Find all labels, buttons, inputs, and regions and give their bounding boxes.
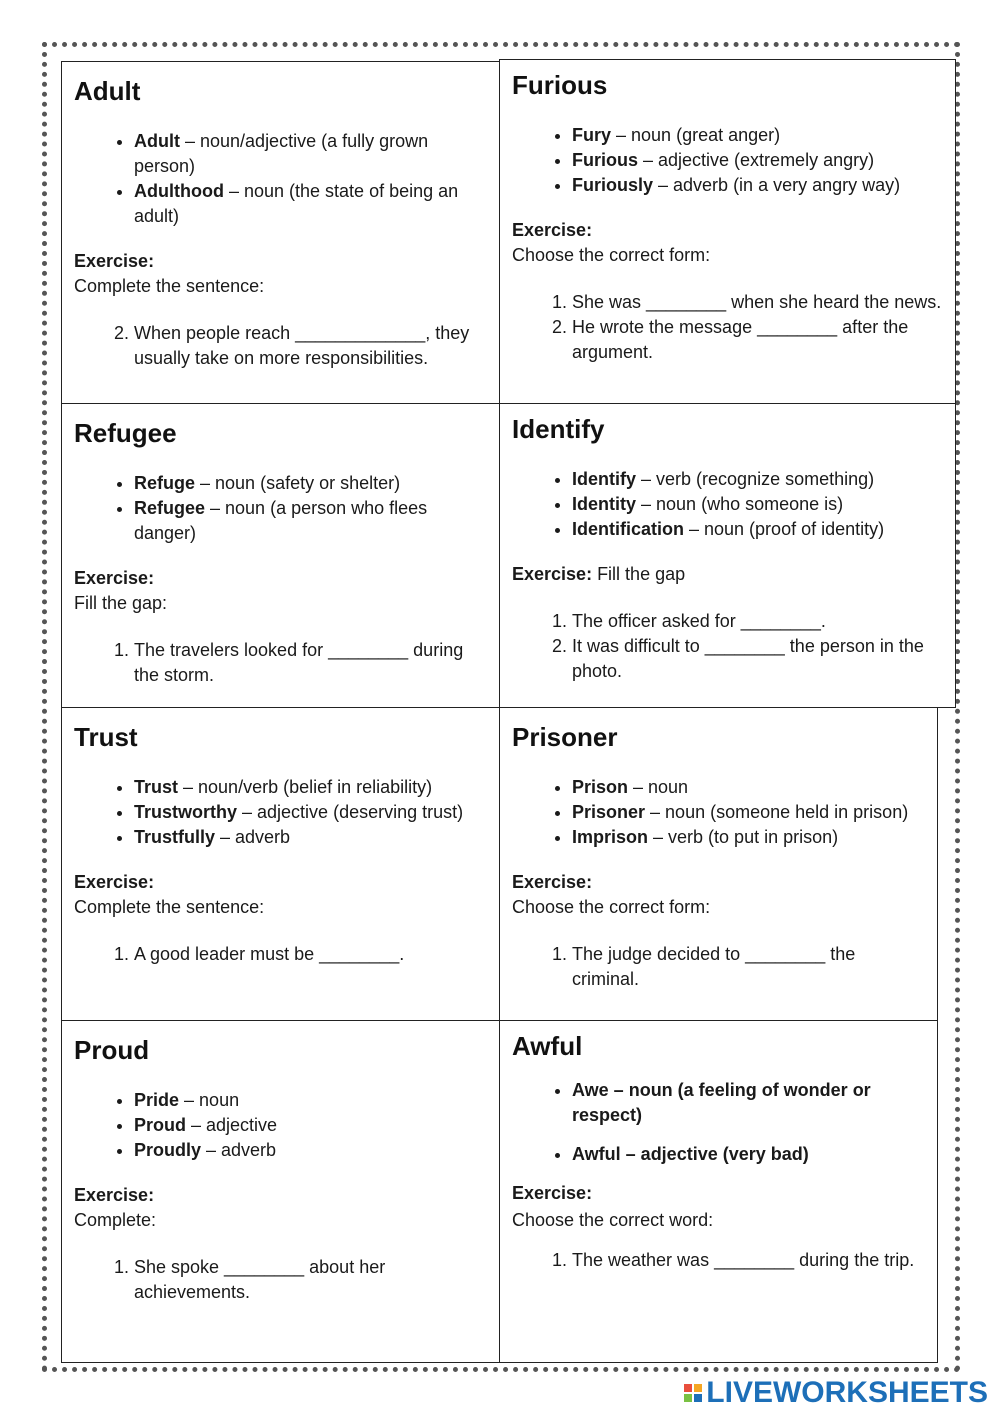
- word-forms-list: [512, 775, 925, 850]
- exercise-item: 1. The officer asked for ________.: [572, 609, 943, 634]
- word-form-term: Trustfully: [134, 827, 216, 847]
- card-refugee: [61, 403, 500, 708]
- word-form-definition: – noun (great anger): [611, 125, 781, 145]
- word-form-term: Adulthood: [134, 181, 224, 201]
- word-form-item: [572, 1078, 925, 1128]
- word-form-item: [134, 129, 487, 179]
- word-form-definition: – noun: [179, 1090, 240, 1110]
- word-form-term: Refuge: [134, 473, 196, 493]
- card-title: Trust: [74, 722, 138, 752]
- word-form-item: [134, 496, 487, 546]
- word-form-definition: – noun: [628, 777, 689, 797]
- word-form-term: Prison: [572, 777, 629, 797]
- exercise-item: 1. The travelers looked for ________ during the storm.: [134, 638, 487, 688]
- exercise-list: [74, 638, 487, 688]
- exercise-instruction: Fill the gap:: [74, 593, 168, 613]
- exercise-instruction: Choose the correct form:: [512, 897, 711, 917]
- exercise-item: 2. It was difficult to ________ the person in the photo.: [572, 634, 943, 684]
- word-form-term: Pride: [134, 1090, 180, 1110]
- word-form-term: Awe – noun (a feeling of wonder or respect): [572, 1080, 871, 1125]
- exercise-item: 1. She spoke ________ about her achievements.: [134, 1255, 487, 1305]
- word-form-term: Adult: [134, 131, 180, 151]
- word-form-definition: – adverb (in a very angry way): [653, 175, 901, 195]
- word-form-term: Identification: [572, 519, 684, 539]
- word-form-item: [572, 1142, 925, 1167]
- word-form-item: [572, 173, 943, 198]
- exercise-list: [512, 942, 925, 992]
- word-form-term: Trust: [134, 777, 179, 797]
- word-form-item: [572, 775, 925, 800]
- exercise-instruction: Complete the sentence:: [74, 897, 265, 917]
- exercise-instruction: Complete the sentence:: [74, 276, 265, 296]
- word-form-item: [134, 1088, 487, 1113]
- exercise-instruction: Choose the correct form:: [512, 245, 711, 265]
- word-form-item: [572, 825, 925, 850]
- logo-text: LIVEWORKSHEETS: [706, 1376, 988, 1409]
- word-form-item: [572, 492, 943, 517]
- word-forms-list: [74, 129, 487, 229]
- exercise-item: 2. When people reach _____________, they usually take on more responsibilities.: [134, 321, 487, 371]
- word-form-term: Proud: [134, 1115, 186, 1135]
- word-form-term: Identity: [572, 494, 637, 514]
- card-proud: [61, 1020, 500, 1363]
- exercise-item: 1. A good leader must be ________.: [134, 942, 487, 967]
- word-form-definition: – adjective (extremely angry): [638, 150, 875, 170]
- exercise-item: 2. He wrote the message ________ after the argument.: [572, 315, 943, 365]
- word-forms-list: [74, 1088, 487, 1163]
- word-form-term: Trustworthy: [134, 802, 238, 822]
- word-form-item: [572, 148, 943, 173]
- word-form-definition: – noun (a person who flees danger): [134, 498, 428, 543]
- word-form-term: Imprison: [572, 827, 649, 847]
- word-forms-list: [512, 1078, 925, 1167]
- exercise-list: [74, 1255, 487, 1305]
- card-title: Awful: [512, 1031, 583, 1061]
- card-title: Prisoner: [512, 722, 618, 752]
- card-furious: [499, 59, 956, 404]
- exercise-label: Exercise:: [74, 251, 155, 271]
- word-form-definition: – noun/verb (belief in reliability): [178, 777, 433, 797]
- exercise-instruction: [512, 562, 943, 587]
- exercise-label: Exercise:: [512, 220, 593, 240]
- word-form-definition: – noun (who someone is): [636, 494, 844, 514]
- word-form-definition: – adjective: [186, 1115, 278, 1135]
- word-form-item: [572, 123, 943, 148]
- word-form-definition: – adverb: [215, 827, 291, 847]
- exercise-list: [512, 290, 943, 365]
- word-form-item: [134, 775, 487, 800]
- word-form-item: [572, 517, 943, 542]
- word-form-term: Refugee: [134, 498, 206, 518]
- exercise-label: Exercise:: [512, 872, 593, 892]
- word-form-definition: – noun (someone held in prison): [645, 802, 909, 822]
- card-title: Furious: [512, 70, 608, 100]
- word-form-definition: – verb (recognize something): [636, 469, 875, 489]
- word-form-definition: – noun (the state of being an adult): [134, 181, 459, 226]
- word-form-term: Awful – adjective (very bad): [572, 1144, 809, 1164]
- word-form-term: Prisoner: [572, 802, 646, 822]
- word-form-term: Furious: [572, 150, 638, 170]
- card-identify: [499, 403, 956, 708]
- word-form-definition: – noun/adjective (a fully grown person): [134, 131, 429, 176]
- word-forms-list: [74, 775, 487, 850]
- word-form-item: [572, 800, 925, 825]
- card-title: Proud: [74, 1035, 150, 1065]
- exercise-item: 1. The weather was ________ during the trip.: [572, 1247, 925, 1274]
- exercise-label: Exercise:: [512, 564, 593, 584]
- exercise-list: [512, 1247, 925, 1274]
- exercise-label: Exercise:: [74, 872, 155, 892]
- card-awful: [499, 1020, 938, 1363]
- card-prisoner: [499, 707, 938, 1021]
- word-form-item: [134, 825, 487, 850]
- exercise-label: Exercise:: [74, 568, 155, 588]
- logo-mark-icon: [684, 1384, 702, 1402]
- word-forms-list: [512, 467, 943, 542]
- exercise-item: 1. The judge decided to ________ the criminal.: [572, 942, 925, 992]
- word-form-definition: – adjective (deserving trust): [237, 802, 464, 822]
- word-form-item: [134, 800, 487, 825]
- exercise-instruction: Choose the correct word:: [512, 1210, 714, 1230]
- word-form-item: [134, 1138, 487, 1163]
- card-title: Identify: [512, 414, 605, 444]
- word-form-term: Proudly: [134, 1140, 202, 1160]
- word-form-term: Identify: [572, 469, 637, 489]
- word-form-definition: – verb (to put in prison): [648, 827, 839, 847]
- word-form-item: [134, 471, 487, 496]
- word-form-item: [572, 467, 943, 492]
- card-adult: [61, 61, 500, 404]
- card-trust: [61, 707, 500, 1021]
- word-form-term: Furiously: [572, 175, 654, 195]
- word-forms-list: [512, 123, 943, 198]
- liveworksheets-logo: [684, 1376, 988, 1410]
- exercise-list: [74, 942, 487, 967]
- exercise-instruction-text: Fill the gap: [592, 564, 686, 584]
- exercise-item: 1. She was ________ when she heard the news.: [572, 290, 943, 315]
- word-form-definition: – adverb: [201, 1140, 277, 1160]
- word-form-item: [134, 1113, 487, 1138]
- word-form-definition: – noun (proof of identity): [684, 519, 885, 539]
- exercise-list: [512, 609, 943, 684]
- exercise-instruction: Complete:: [74, 1210, 157, 1230]
- exercise-label: Exercise:: [512, 1183, 593, 1203]
- word-form-item: [134, 179, 487, 229]
- exercise-label: Exercise:: [74, 1185, 155, 1205]
- card-title: Adult: [74, 76, 141, 106]
- card-title: Refugee: [74, 418, 177, 448]
- word-forms-list: [74, 471, 487, 546]
- word-form-term: Fury: [572, 125, 612, 145]
- exercise-list: [74, 321, 487, 371]
- word-form-definition: – noun (safety or shelter): [195, 473, 401, 493]
